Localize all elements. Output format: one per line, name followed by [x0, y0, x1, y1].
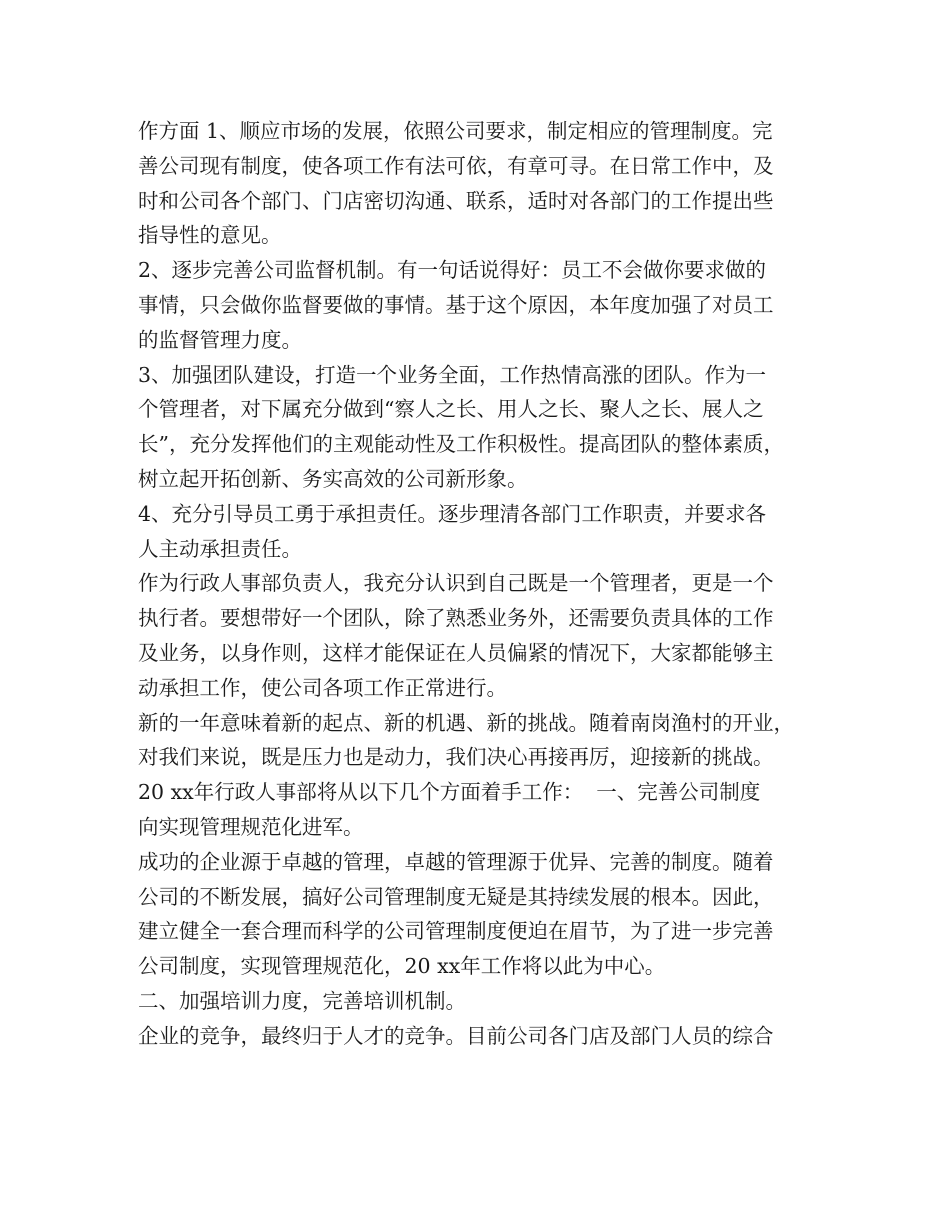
document-body: [138, 114, 838, 1054]
text-line: 执行者。要想带好一个团队，除了熟悉业务外，还需要负责具体的工作: [138, 606, 774, 631]
text-line: 长”，充分发挥他们的主观能动性及工作积极性。提高团队的整体素质，: [138, 432, 784, 457]
text-line: 20 xx年行政人事部将从以下几个方面着手工作： 一、完善公司制度: [138, 780, 761, 805]
text-line: 对我们来说，既是压力也是动力，我们决心再接再厉，迎接新的挑战。: [138, 745, 774, 770]
text-line: 新的一年意味着新的起点、新的机遇、新的挑战。随着南岗渔村的开业，: [138, 710, 794, 735]
text-line: 善公司现有制度，使各项工作有法可依，有章可寻。在日常工作中，及: [138, 153, 774, 178]
text-line: 的监督管理力度。: [138, 327, 302, 352]
text-line: 事情，只会做你监督要做的事情。基于这个原因，本年度加强了对员工: [138, 292, 774, 317]
text-line: 向实现管理规范化进军。: [138, 814, 364, 839]
text-line: 作方面 1、顺应市场的发展，依照公司要求，制定相应的管理制度。完: [138, 119, 773, 143]
text-line: 树立起开拓创新、务实高效的公司新形象。: [138, 466, 528, 491]
text-line: 企业的竞争，最终归于人才的竞争。目前公司各门店及部门人员的综合: [138, 1023, 774, 1048]
text-line: 二、加强培训力度，完善培训机制。: [138, 988, 466, 1013]
text-line: 建立健全一套合理而科学的公司管理制度便迫在眉节，为了进一步完善: [138, 919, 774, 944]
text-line: 动承担工作，使公司各项工作正常进行。: [138, 675, 507, 700]
text-line: 时和公司各个部门、门店密切沟通、联系，适时对各部门的工作提出些: [138, 188, 774, 213]
text-line: 人主动承担责任。: [138, 536, 302, 561]
text-line: 2、逐步完善公司监督机制。有一句话说得好：员工不会做你要求做的: [138, 258, 767, 283]
text-line: 3、加强团队建设，打造一个业务全面，工作热情高涨的团队。作为一: [138, 362, 767, 387]
text-line: 4、充分引导员工勇于承担责任。逐步理清各部门工作职责，并要求各: [138, 501, 767, 526]
text-line: 公司的不断发展，搞好公司管理制度无疑是其持续发展的根本。因此，: [138, 884, 774, 909]
text-line: 作为行政人事部负责人，我充分认识到自己既是一个管理者，更是一个: [138, 571, 774, 596]
text-line: 公司制度，实现管理规范化，20 xx年工作将以此为中心。: [138, 954, 666, 979]
text-line: 指导性的意见。: [138, 223, 282, 248]
text-line: 个管理者，对下属充分做到“察人之长、用人之长、聚人之长、展人之: [138, 397, 764, 422]
text-line: 成功的企业源于卓越的管理，卓越的管理源于优异、完善的制度。随着: [138, 849, 774, 874]
text-line: 及业务，以身作则，这样才能保证在人员偏紧的情况下，大家都能够主: [138, 640, 774, 665]
